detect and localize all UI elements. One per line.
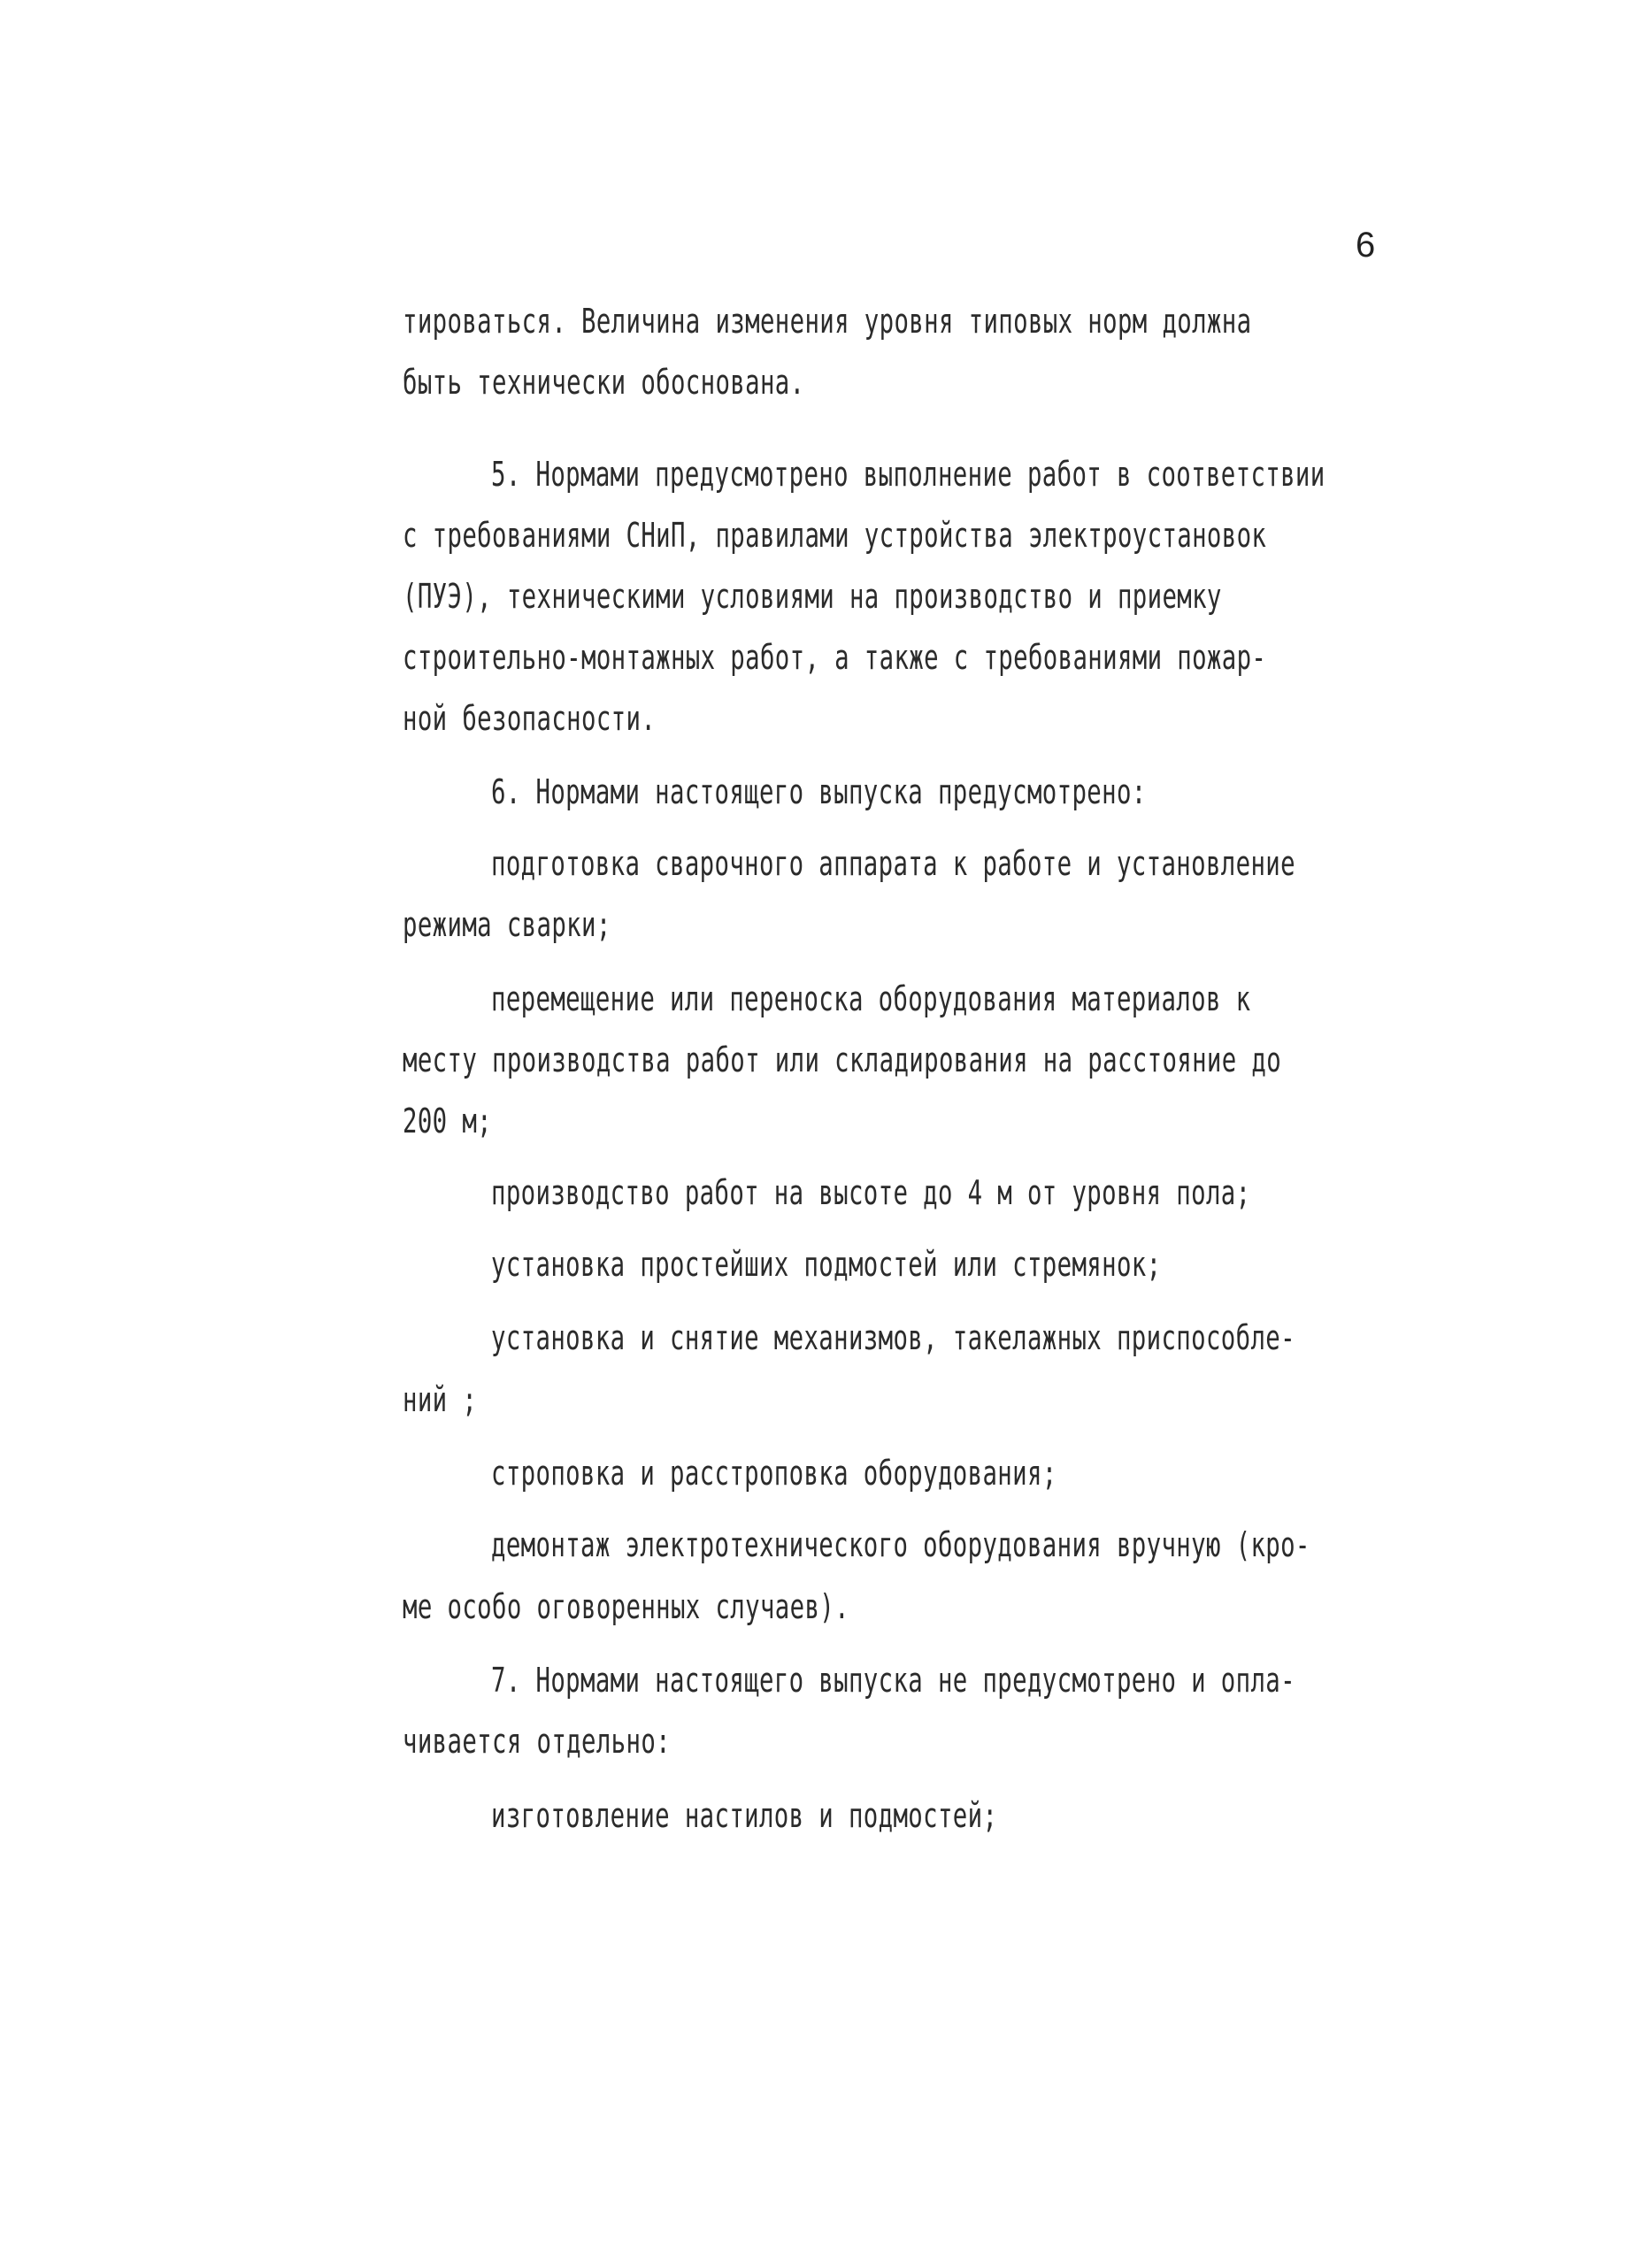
- text-line: быть технически обоснована.: [403, 363, 805, 402]
- text-line: чивается отдельно:: [403, 1722, 671, 1761]
- text-line: ной безопасности.: [403, 699, 657, 738]
- text-line: тировaться. Величина изменения уровня типовых норм должна: [403, 302, 1252, 341]
- paragraph-5-line: 5. Нормами предусмотрено выполнение работ в соответствии: [491, 455, 1325, 494]
- list-item-line: подготовка сварочного аппарата к работе и установление: [491, 844, 1295, 883]
- text-line: месту производства работ или складирования на расстояние до: [403, 1040, 1282, 1079]
- text-line: ний ;: [403, 1380, 478, 1419]
- list-item-line: установка простейших подмостей или стремянок;: [491, 1245, 1162, 1284]
- text-line: режима сварки;: [403, 905, 611, 944]
- list-item-line: демонтаж электротехнического оборудования вручную (кро-: [491, 1525, 1310, 1564]
- text-line: 200 м;: [403, 1102, 493, 1140]
- paragraph-7-line: 7. Нормами настоящего выпуска не предусмотрено и опла-: [491, 1661, 1295, 1700]
- page-number: 6: [1356, 226, 1376, 265]
- list-item-line: производство работ на высоте до 4 м от уровня пола;: [491, 1173, 1251, 1212]
- list-item-line: установка и снятие механизмов, такелажных приспособле-: [491, 1318, 1295, 1357]
- text-line: ме особо оговоренных случаев).: [403, 1587, 849, 1626]
- paragraph-6-line: 6. Нормами настоящего выпуска предусмотрено:: [491, 772, 1147, 811]
- list-item-line: строповка и расстроповка оборудования;: [491, 1454, 1057, 1493]
- list-item-line: изготовление настилов и подмостей;: [491, 1796, 998, 1835]
- list-item-line: перемещение или переноска оборудования материалов к: [491, 979, 1251, 1018]
- text-line: с требованиями СНиП, правилами устройства электроустановок: [403, 516, 1267, 555]
- text-line: (ПУЭ), техническими условиями на производство и приемку: [403, 577, 1222, 616]
- text-line: строительно-монтажных работ, а также с требованиями пожар-: [403, 638, 1267, 677]
